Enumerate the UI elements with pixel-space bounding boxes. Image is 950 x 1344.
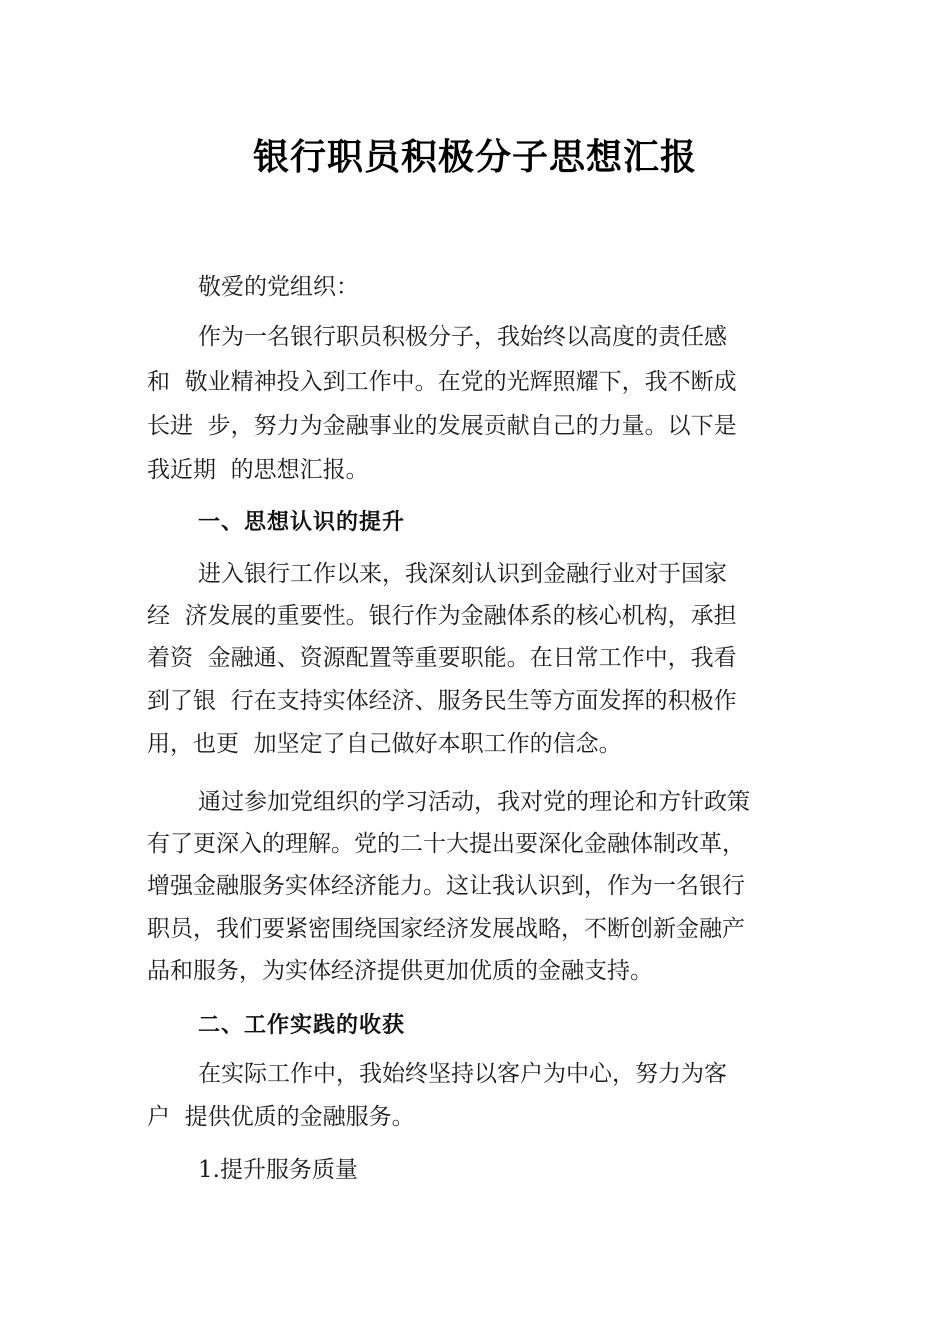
section-1-para-1-line-4: 到了银 行在支持实体经济、服务民生等方面发挥的积极作 [147,688,737,714]
section-2-heading: 二、工作实践的收获 [198,1013,406,1038]
section-1-para-2-line-1: 通过参加党组织的学习活动，我对党的理论和方针政策 [198,789,750,815]
section-1-para-1-line-1: 进入银行工作以来，我深刻认识到金融行业对于国家 [198,561,727,587]
intro-line-1: 作为一名银行职员积极分子，我始终以高度的责任感 [198,324,727,350]
intro-line-4: 我近期 的思想汇报。 [147,457,369,483]
section-2-item-1: 1.提升服务质量 [198,1157,358,1183]
section-1-para-1-line-2: 经 济发展的重要性。银行作为金融体系的核心机构，承担 [147,603,737,629]
section-2-para-1-line-2: 户 提供优质的金融服务。 [147,1104,415,1130]
section-1-para-2-line-2: 有了更深入的理解。党的二十大提出要深化金融体制改革， [147,831,745,857]
section-1-para-1-line-3: 着资 金融通、资源配置等重要职能。在日常工作中，我看 [147,645,737,671]
section-1-para-2-line-5: 品和服务，为实体经济提供更加优质的金融支持。 [147,958,653,984]
document-title: 银行职员积极分子思想汇报 [252,137,697,178]
section-2-para-1-line-1: 在实际工作中，我始终坚持以客户为中心，努力为客 [198,1061,727,1087]
section-1-para-2-line-3: 增强金融服务实体经济能力。这让我认识到，作为一名银行 [147,873,745,899]
section-1-para-1-line-5: 用，也更 加坚定了自己做好本职工作的信念。 [147,731,622,757]
intro-line-2: 和 敬业精神投入到工作中。在党的光辉照耀下，我不断成 [147,369,737,395]
intro-line-3: 长进 步，努力为金融事业的发展贡献自己的力量。以下是 [147,413,737,439]
section-1-para-2-line-4: 职员，我们要紧密围绕国家经济发展战略，不断创新金融产 [147,916,745,942]
greeting: 敬爱的党组织： [198,274,359,300]
section-1-heading: 一、思想认识的提升 [198,510,406,535]
